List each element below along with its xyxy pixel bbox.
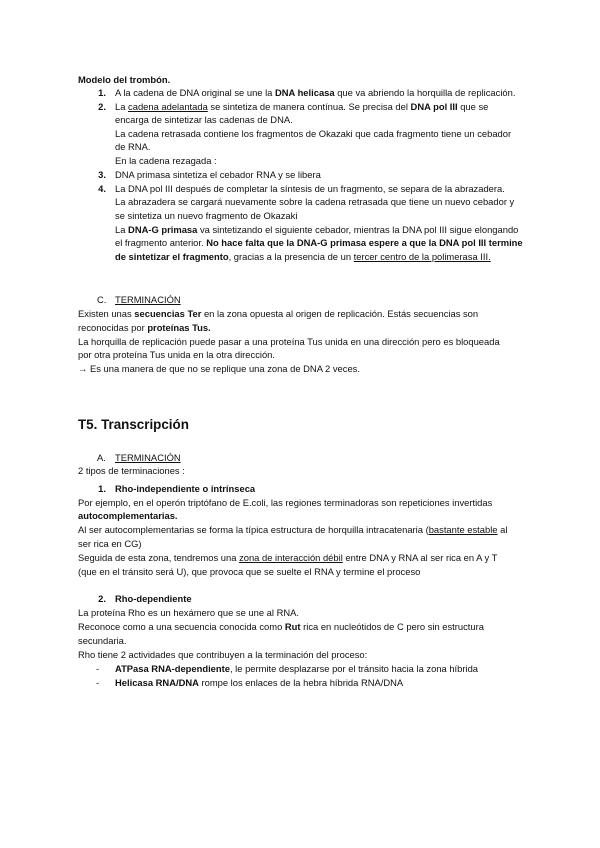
paragraph-line: La proteína Rho es un hexámero que se une al RNA. bbox=[78, 607, 299, 618]
list-item-text: La cadena retrasada contiene los fragmentos de Okazaki que cada fragmento tiene un cebador bbox=[115, 128, 512, 139]
paragraph-line: Seguida de esta zona, tendremos una zona de interacción débil entre DNA y RNA al ser rica en A y T bbox=[78, 552, 498, 563]
section-title: TERMINACIÓN bbox=[115, 452, 181, 463]
bullet-dash: - bbox=[96, 663, 100, 674]
list-item-text: A la cadena de DNA original se une la DNA helicasa que va abriendo la horquilla de replicación. bbox=[115, 87, 516, 98]
section-letter: A. bbox=[97, 452, 106, 463]
paragraph-line: Al ser autocomplementarias se forma la típica estructura de horquilla intracatenaria (bastante estable al bbox=[78, 524, 508, 535]
paragraph-line: secundaria. bbox=[78, 635, 127, 646]
paragraph-line: reconocidas por proteínas Tus. bbox=[78, 322, 211, 333]
list-item-text: ATPasa RNA-dependiente, le permite desplazarse por el tránsito hacia la zona híbrida bbox=[115, 663, 479, 674]
paragraph-line: Rho tiene 2 actividades que contribuyen a la terminación del proceso: bbox=[78, 649, 368, 660]
paragraph-line: autocomplementarias. bbox=[78, 510, 178, 521]
paragraph-line: → Es una manera de que no se replique una zona de DNA 2 veces. bbox=[78, 363, 360, 374]
paragraph-line: por otra proteína Tus unida en la otra dirección. bbox=[78, 349, 275, 360]
bullet-dash: - bbox=[96, 677, 100, 688]
list-item-text: La DNA pol III después de completar la síntesis de un fragmento, se separa de la abrazadera. bbox=[115, 183, 505, 194]
list-item-text: el fragmento anterior. No hace falta que la DNA-G primasa espere a que la DNA pol III termine bbox=[115, 237, 523, 248]
list-item-text: se sintetiza un nuevo fragmento de Okazaki bbox=[115, 210, 298, 221]
section-title: TERMINACIÓN bbox=[115, 294, 181, 305]
paragraph-line: La horquilla de replicación puede pasar a una proteína Tus unida en una dirección pero es bloqueada bbox=[78, 336, 500, 347]
paragraph-line: Existen unas secuencias Ter en la zona opuesta al origen de replicación. Estás secuencias son bbox=[78, 308, 479, 319]
list-item-text: Helicasa RNA/DNA rompe los enlaces de la hebra híbrida RNA/DNA bbox=[115, 677, 404, 688]
subsection-title: Rho-independiente o intrínseca bbox=[115, 483, 256, 494]
paragraph-line: Por ejemplo, en el operón triptófano de E.coli, las regiones terminadoras son repeticiones invertidas bbox=[78, 497, 493, 508]
subsection-title: Rho-dependiente bbox=[115, 593, 192, 604]
paragraph-line: Reconoce como a una secuencia conocida como Rut rica en nucleótidos de C pero sin estructura bbox=[78, 621, 484, 632]
page-title: T5. Transcripción bbox=[78, 417, 189, 432]
paragraph-line: (que en el tránsito será U), que provoca que se suelte el RNA y termine el proceso bbox=[78, 566, 421, 577]
list-item-text: de RNA. bbox=[115, 141, 151, 152]
list-item-text: encarga de sintetizar las cadenas de DNA. bbox=[115, 114, 293, 125]
list-item-text: La DNA-G primasa va sintetizando el siguiente cebador, mientras la DNA pol III sigue elongando bbox=[115, 224, 519, 235]
list-item-text: DNA primasa sintetiza el cebador RNA y se libera bbox=[115, 169, 321, 180]
list-number: 2. bbox=[98, 101, 106, 112]
list-number: 2. bbox=[98, 593, 106, 604]
list-number: 3. bbox=[98, 169, 106, 180]
heading-trombon: Modelo del trombón. bbox=[78, 74, 171, 85]
paragraph-line: 2 tipos de terminaciones : bbox=[78, 465, 185, 476]
list-item-text: En la cadena rezagada : bbox=[115, 155, 217, 166]
list-number: 4. bbox=[98, 183, 106, 194]
list-item-text: La cadena adelantada se sintetiza de manera contínua. Se precisa del DNA pol III que se bbox=[115, 101, 489, 112]
list-item-text: de sintetizar el fragmento, gracias a la presencia de un tercer centro de la polimerasa III. bbox=[115, 251, 491, 262]
list-number: 1. bbox=[98, 483, 106, 494]
list-item-text: La abrazadera se cargará nuevamente sobre la cadena retrasada que tiene un nuevo cebador y bbox=[115, 196, 515, 207]
section-letter: C. bbox=[97, 294, 107, 305]
list-number: 1. bbox=[98, 87, 106, 98]
paragraph-line: ser rica en CG) bbox=[78, 538, 142, 549]
